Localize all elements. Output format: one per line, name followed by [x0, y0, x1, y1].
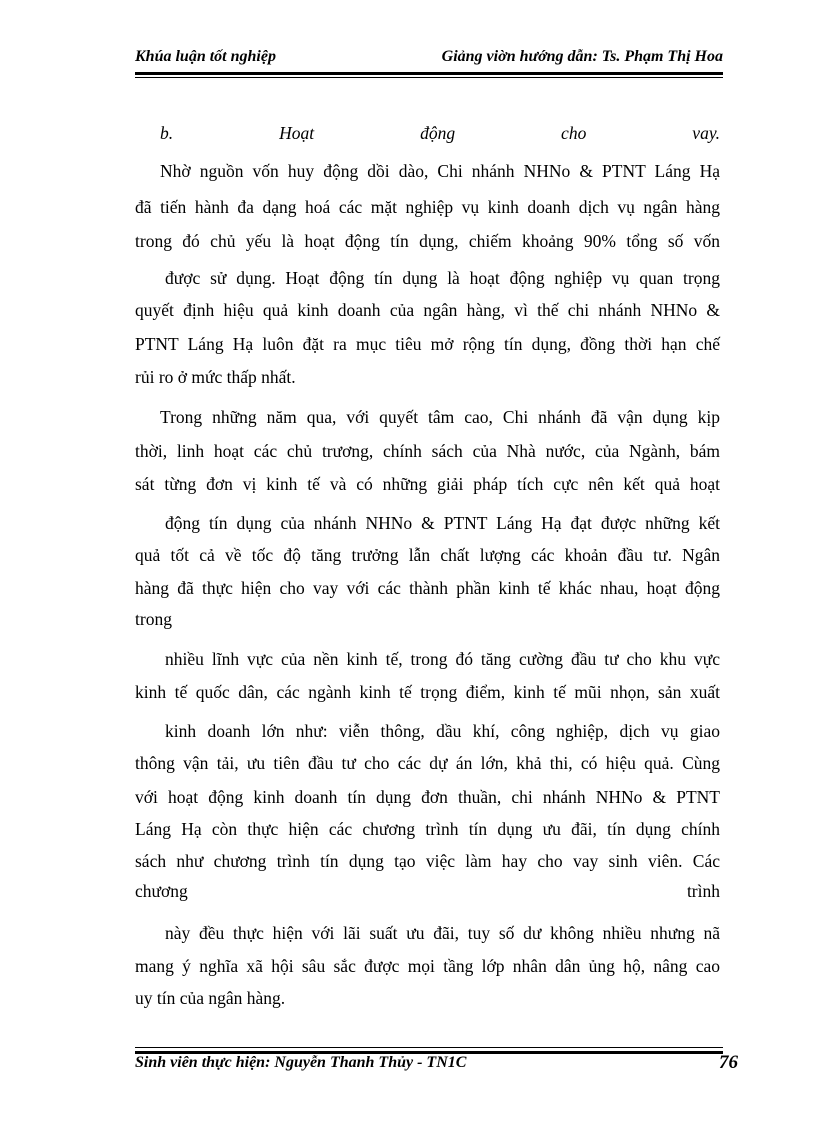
- body-line: quyết định hiệu quả kinh doanh của ngân hàng, vì thế chi nhánh NHNo &: [135, 300, 720, 320]
- body-line: Trong những năm qua, với quyết tâm cao, Chi nhánh đã vận dụng kịp: [160, 407, 720, 427]
- body-line: đã tiến hành đa dạng hoá các mặt nghiệp vụ kinh doanh dịch vụ ngân hàng: [135, 197, 720, 217]
- footer-rule-thin: [135, 1047, 723, 1048]
- body-line: hàng đã thực hiện cho vay với các thành phần kinh tế khác nhau, hoạt động: [135, 578, 720, 598]
- body-line: rủi ro ở mức thấp nhất.: [135, 367, 296, 387]
- footer-student: Sinh viên thực hiện: Nguyễn Thanh Thủy - TN1C: [135, 1054, 467, 1071]
- body-line: được sử dụng. Hoạt động tín dụng là hoạt động nghiệp vụ quan trọng: [165, 268, 720, 288]
- body-line: trong: [135, 609, 172, 629]
- body-line: nhiều lĩnh vực của nền kinh tế, trong đó tăng cường đầu tư cho khu vực: [165, 649, 720, 669]
- section-heading: b. Hoạt động cho vay.: [160, 123, 720, 143]
- body-line: này đều thực hiện với lãi suất ưu đãi, tuy số dư không nhiều nhưng nã: [165, 923, 720, 943]
- body-line: quả tốt cả về tốc độ tăng trưởng lẫn chất lượng các khoản đầu tư. Ngân: [135, 545, 720, 565]
- body-line: chương trình: [135, 881, 720, 901]
- body-line: mang ý nghĩa xã hội sâu sắc được mọi tầng lớp nhân dân ủng hộ, nâng cao: [135, 956, 720, 976]
- body-line: thời, linh hoạt các chủ trương, chính sách của Nhà nước, của Ngành, bám: [135, 441, 720, 461]
- body-line: với hoạt động kinh doanh tín dụng đơn thuần, chi nhánh NHNo & PTNT: [135, 787, 720, 807]
- header-thesis-title: Khúa luận tốt nghiệp: [135, 48, 276, 65]
- page-number: 76: [719, 1052, 738, 1073]
- header-supervisor: Giảng viờn hướng dẫn: Ts. Phạm Thị Hoa: [441, 48, 723, 65]
- header-rule-thick: [135, 72, 723, 75]
- page-header: [135, 48, 723, 72]
- body-line: PTNT Láng Hạ luôn đặt ra mục tiêu mở rộng tín dụng, đồng thời hạn chế: [135, 334, 720, 354]
- body-line: thông vận tải, ưu tiên đầu tư cho các dự án lớn, khả thi, có hiệu quả. Cùng: [135, 753, 720, 773]
- body-line: Nhờ nguồn vốn huy động dồi dào, Chi nhánh NHNo & PTNT Láng Hạ: [160, 161, 720, 181]
- body-line: trong đó chủ yếu là hoạt động tín dụng, chiếm khoảng 90% tổng số vốn: [135, 231, 720, 251]
- body-line: sách như chương trình tín dụng tạo việc làm hay cho vay sinh viên. Các: [135, 851, 720, 871]
- page-footer: [135, 1054, 738, 1078]
- body-line: kinh tế quốc dân, các ngành kinh tế trọng điểm, kinh tế mũi nhọn, sản xuất: [135, 682, 720, 702]
- body-line: sát từng đơn vị kinh tế và có những giải pháp tích cực nên kết quả hoạt: [135, 474, 720, 494]
- body-line: kinh doanh lớn như: viễn thông, dầu khí, công nghiệp, dịch vụ giao: [165, 721, 720, 741]
- header-rule-thin: [135, 77, 723, 78]
- body-line: động tín dụng của nhánh NHNo & PTNT Láng Hạ đạt được những kết: [165, 513, 720, 533]
- body-line: Láng Hạ còn thực hiện các chương trình tín dụng ưu đãi, tín dụng chính: [135, 819, 720, 839]
- body-line: uy tín của ngân hàng.: [135, 988, 286, 1008]
